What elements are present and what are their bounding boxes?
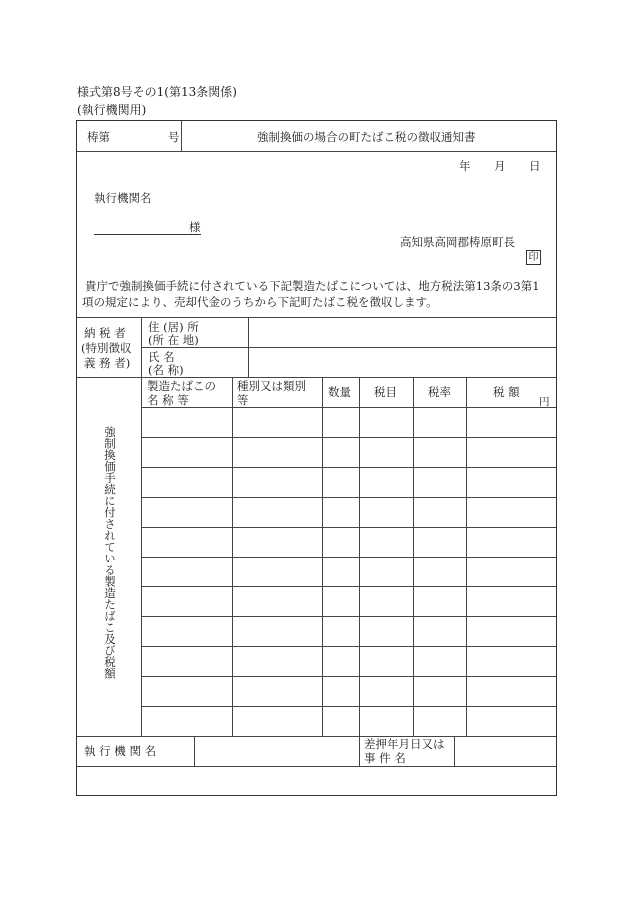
column-tax-rate: 税率 [428, 385, 451, 399]
notice-form [76, 120, 557, 796]
table-row-line [141, 586, 556, 587]
taxpayer-name-sublabel: (名 称) [148, 363, 184, 377]
table-row-line [141, 557, 556, 558]
column-product-name-sub: 名 称 等 [147, 393, 189, 407]
column-quantity: 数量 [328, 385, 351, 399]
table-row-line [141, 467, 556, 468]
column-tax-amount-unit: 円 [539, 396, 550, 408]
column-type: 種別又は類別 [237, 379, 306, 393]
taxpayer-label-line-1: 納 税 者 [84, 326, 126, 340]
table-row-line [141, 676, 556, 677]
date-year: 年 [459, 159, 471, 173]
table-row-line [141, 497, 556, 498]
sender-name: 高知県高岡郡梼原町長 [400, 235, 515, 249]
table-row-line [141, 437, 556, 438]
taxpayer-label-line-2: (特別徴収 [81, 341, 132, 355]
table-row-line [141, 407, 556, 408]
column-type-sub: 等 [237, 393, 249, 407]
column-tax-amount: 税 額 [493, 385, 520, 399]
form-number: 様式第8号その1(第13条関係) [77, 85, 237, 99]
table-row-line [141, 527, 556, 528]
items-side-label: 強制換価手続に付されている製造たばこ及び税額 [103, 426, 117, 679]
notice-text-line-2: 項の規定により、売却代金のうちから下記町たばこ税を徴収します。 [82, 295, 438, 309]
taxpayer-label-line-3: 義 務 者) [84, 356, 131, 370]
taxpayer-address-sublabel: (所 在 地) [148, 333, 199, 347]
date-day: 日 [529, 159, 541, 173]
document-number-suffix: 号 [168, 130, 180, 144]
footer-seizure-sublabel: 事 件 名 [364, 751, 406, 765]
document-title: 強制換価の場合の町たばこ税の徴収通知書 [257, 130, 476, 144]
footer-agency-label: 執 行 機 関 名 [84, 744, 157, 758]
taxpayer-address-label: 住 (居) 所 [148, 320, 199, 334]
table-row-line [141, 616, 556, 617]
addressee-honorific: 様 [189, 220, 201, 234]
taxpayer-name-label: 氏 名 [148, 350, 175, 364]
column-tax-item: 税目 [374, 385, 397, 399]
date-month: 月 [494, 159, 506, 173]
column-product-name: 製造たばこの [147, 379, 216, 393]
notice-text-line-1: 貴庁で強制換価手続に付されている下記製造たばこについては、地方税法第13条の3第1 [85, 279, 540, 293]
document-number-prefix: 梼第 [87, 130, 110, 144]
seal-mark: 印 [526, 250, 541, 265]
table-row-line [141, 706, 556, 707]
footer-seizure-label: 差押年月日又は [364, 737, 445, 751]
form-note: (執行機関用) [77, 103, 147, 117]
addressee-label: 執行機関名 [94, 191, 152, 205]
addressee-underline [94, 234, 201, 235]
table-row-line [141, 646, 556, 647]
